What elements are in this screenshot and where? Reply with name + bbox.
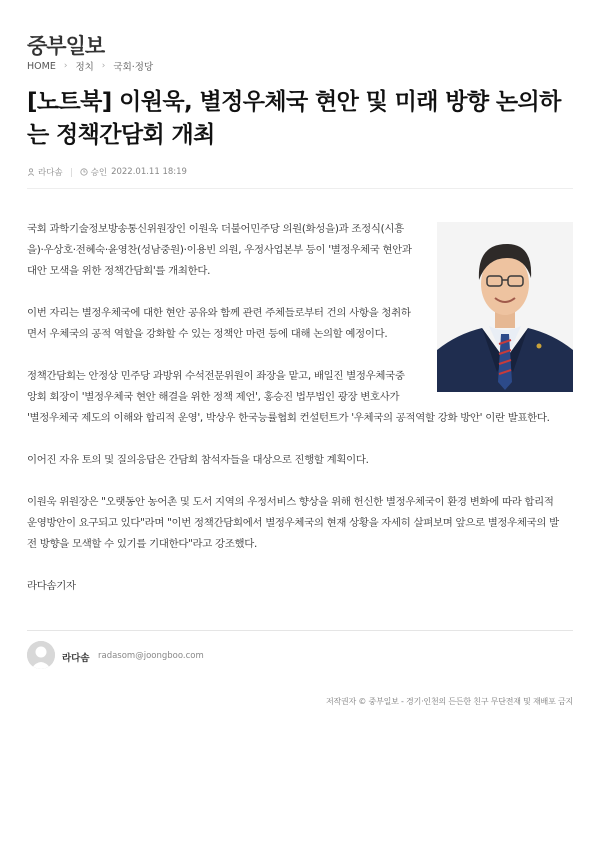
article-title: [노트북] 이원욱, 별정우체국 현안 및 미래 방향 논의하는 정책간담회 개최 [27, 89, 561, 148]
site-logo[interactable]: 중부일보 [27, 33, 105, 58]
approved-label: 승인 [90, 168, 108, 178]
author-avatar[interactable] [27, 641, 55, 669]
clock-icon [80, 168, 88, 176]
header-divider [27, 188, 573, 189]
article-photo [437, 222, 573, 392]
copyright-notice: 저작권자 © 중부일보 - 경기·인천의 든든한 친구 무단전재 및 재배포 금지 [325, 697, 573, 706]
approved-time: 2022.01.11 18:19 [111, 167, 187, 177]
breadcrumb-section[interactable]: 정치 [75, 62, 94, 73]
chevron-right-icon: › [101, 61, 106, 71]
reporter-signoff: 라다솜기자 [27, 580, 76, 592]
paragraph-1: 국회 과학기술정보방송통신위원장인 이원욱 더불어민주당 의원(화성을)과 조정식(시흥 을)·우상호·전혜숙·윤영찬(성남중원)·이용빈 의원, 우정사업본부 등이 '별정우체국 현안과 대안 모색을 위한 정책간담회'를 개최한다. [27, 223, 412, 277]
paragraph-3: 정책간담회는 안정상 민주당 과방위 수석전문위원이 좌장을 맡고, 배일진 별정우체국중 앙회 회장이 '별정우체국 현안 해결을 위한 정책 제언', 홍승진 법무법인 광장 변호사가 '별정우체국 제도의 이해와 합리적 운영', 박상우 한국능률협회 컨설턴트가 '우체국의 공적역할 강화 방안' 이란 발표한다. [27, 370, 550, 424]
breadcrumb-home[interactable]: HOME [27, 60, 56, 72]
article-author[interactable]: 라다솜 [38, 168, 63, 178]
breadcrumb-subsection[interactable]: 국회·정당 [113, 62, 154, 73]
byline-email[interactable]: radasom@joongboo.com [98, 651, 204, 661]
footer-divider [27, 630, 573, 631]
meta-divider [71, 168, 72, 177]
portrait-photo [437, 222, 573, 392]
paragraph-2: 이번 자리는 별정우체국에 대한 현안 공유와 함께 관련 주체들로부터 건의 사항을 청취하 면서 우체국의 공적 역할을 강화할 수 있는 정책안 마련 등에 대해 논의할 예정이다. [27, 307, 411, 340]
byline-name[interactable]: 라다솜 [62, 653, 90, 664]
article-meta [27, 166, 187, 178]
paragraph-4: 이어진 자유 토의 및 질의응답은 간담회 참석자들을 대상으로 진행할 계획이다. [27, 454, 369, 466]
avatar-placeholder-icon [27, 641, 55, 669]
person-icon [27, 168, 35, 176]
paragraph-5: 이원욱 위원장은 "오랫동안 농어촌 및 도서 지역의 우정서비스 향상을 위해 헌신한 별정우체국이 환경 변화에 따라 합리적 운영방안이 요구되고 있다"라며 "이번 정책간담회에서 별정우체국의 현재 상황을 자세히 살펴보며 앞으로 별정우체국의 발 전 방향을 모색할 수 있기를 기대한다"라고 강조했다. [27, 496, 559, 550]
breadcrumb [27, 59, 153, 73]
chevron-right-icon: › [63, 61, 68, 71]
